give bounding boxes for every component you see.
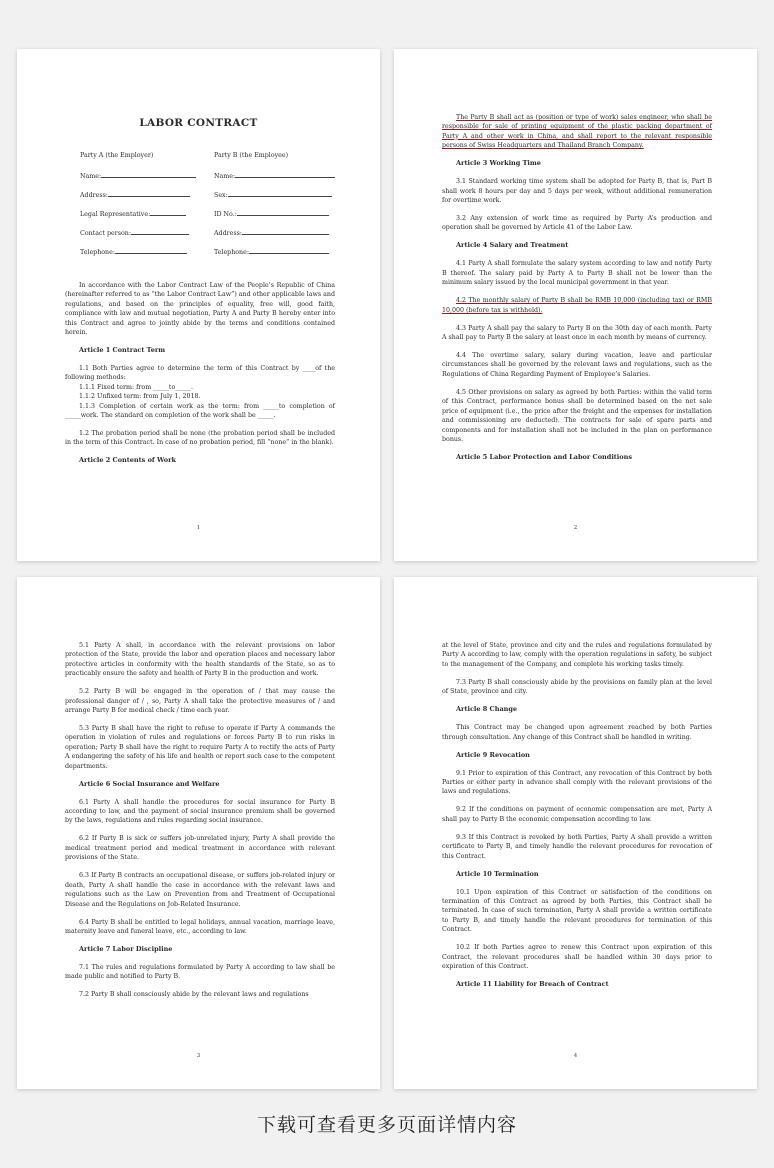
- clause-10-1: 10.1 Upon expiration of this Contract or satisfaction of the conditions on termination of this Contract as agreed by both Parties, this Contract shall be terminated. In case of such termination, Party A shall provide a written certificate to Party B, and timely handle the relevant procedures for termination of this Contract.: [442, 888, 712, 934]
- party-b-name-field[interactable]: [214, 170, 335, 181]
- clause-3-2: 3.2 Any extension of work time as required by Party A’s production and operation shall be governed by Article 41 of the Labor Law.: [442, 215, 712, 232]
- field-label: Address:: [80, 192, 108, 199]
- page-number: 4: [573, 1053, 578, 1059]
- article-9-heading: Article 9 Revocation: [456, 750, 530, 759]
- clause-1-2: 1.2 The probation period shall be none (the probation period shall be included in the term of this Contract. In case of no probation period, fill “none” in the blank).: [65, 430, 335, 447]
- clause-7-2: 7.2 Party B shall consciously abide by the relevant laws and regulations: [79, 991, 309, 999]
- page-1-body: [65, 281, 335, 474]
- party-b-id-field[interactable]: [214, 208, 329, 219]
- page-number: 1: [196, 525, 201, 531]
- party-a-name-field[interactable]: [80, 170, 196, 181]
- clause-4-4: 4.4 The overtime salary, salary during vacation, leave and particular circumstances shall be governed by the relevant laws and regulations, such as the Regulations of China Regarding Payment of Employee’s Salaries.: [442, 352, 712, 378]
- clause-6-2: 6.2 If Party B is sick or suffers job-unrelated injury, Party A shall provide the medical treatment period and medical treatment in accordance with relevant provisions of the State.: [65, 835, 335, 862]
- clause-4-5: 4.5 Other provisions on salary as agreed by both Parties: within the valid term of this Contract, performance bonus shall be determined based on the net sale price of equipment (i.e., the price after the freight and the expenses for installation and commissioning are deducted). The contracts for sale of spare parts and components and for installation shall not be included in the plan on performance bonus.: [442, 388, 712, 443]
- party-b-sex-field[interactable]: [214, 189, 332, 200]
- clause-5-1: 5.1 Party A shall, in accordance with the relevant provisions on labor protection of the State, provide the labor and operation places and necessary labor protective articles in conformity with the health standards of the State, so as to practicably ensure the safety and health of Party B in the production and work.: [65, 642, 335, 678]
- clause-6-4: 6.4 Party B shall be entitled to legal holidays, annual vacation, marriage leave, maternity leave and funeral leave, etc., according to law.: [65, 918, 335, 935]
- article-8-heading: Article 8 Change: [456, 705, 518, 714]
- article-11-heading: Article 11 Liability for Breach of Contract: [456, 980, 609, 989]
- party-b-heading: Party B (the Employee): [214, 152, 289, 159]
- field-label: Legal Representative:: [80, 211, 151, 218]
- document-page-2: [394, 49, 757, 561]
- article-3-heading: Article 3 Working Time: [456, 159, 541, 168]
- clause-4-3: 4.3 Party A shall pay the salary to Party B on the 30th day of each month. Party A shall pay to Party B the salary at least once in each month by means of currency.: [442, 324, 712, 342]
- clause-9-2: 9.2 If the conditions on payment of economic compensation are met, Party A shall pay to Party B the economic compensation according to law.: [442, 806, 712, 823]
- clause-10-2: 10.2 If both Parties agree to renew this Contract upon expiration of this Contract, the relevant procedures shall be handled within 30 days prior to expiration of this Contract.: [442, 944, 712, 971]
- clause-8: This Contract may be changed upon agreement reached by both Parties through consultation. Any change of this Contract shall be handled in writing.: [442, 724, 712, 741]
- page-2-body: [442, 113, 712, 471]
- contract-title: LABOR CONTRACT: [139, 117, 258, 129]
- clause-4-1: 4.1 Party A shall formulate the salary system according to law and notify Party B thereof. The salary paid by Party A to Party B shall not be lower than the minimum salary issued by the local municipal government in that year.: [442, 260, 712, 287]
- field-label: Telephone:: [80, 249, 115, 256]
- clause-7-1: 7.1 The rules and regulations formulated by Party A according to law shall be made public and notified to Party B.: [65, 963, 335, 981]
- clause-1-1: 1.1 Both Parties agree to determine the term of this Contract by ____of the following methods:: [65, 365, 335, 382]
- clause-7-3: 7.3 Party B shall consciously abide by the provisions on family plan at the level of State, province and city.: [442, 678, 712, 696]
- clause-1-1-1: 1.1.1 Fixed term: from _____to_____.: [79, 383, 193, 391]
- article-10-heading: Article 10 Termination: [456, 869, 539, 878]
- clause-1-1-2: 1.1.2 Unfixed term: from July 1, 2018.: [79, 393, 201, 401]
- article-6-heading: Article 6 Social Insurance and Welfare: [79, 779, 220, 788]
- party-a-heading: Party A (the Employer): [80, 152, 154, 159]
- party-a-address-field[interactable]: [80, 189, 190, 200]
- clause-1-1-3: 1.1.3 Completion of certain work as the term: from _____to completion of _____work. The standard on completion of the work shall be _____.: [65, 402, 335, 420]
- field-label: Sex:: [214, 192, 228, 199]
- clause-4-2: 4.2 The monthly salary of Party B shall be RMB 10,000 (including tax) or RMB 10,000 (before tax is withheld).: [442, 297, 712, 314]
- party-b-telephone-field[interactable]: [214, 246, 329, 257]
- party-b-address-field[interactable]: [214, 227, 329, 238]
- document-page-1: [17, 49, 380, 561]
- field-label: Address:: [214, 230, 242, 237]
- article-1-heading: Article 1 Contract Term: [79, 346, 166, 355]
- article-7-heading: Article 7 Labor Discipline: [79, 944, 173, 953]
- clause-3-1: 3.1 Standard working time system shall be adopted for Party B, that is, Part B shall work 8 hours per day and 5 days per week, without additional remuneration for overtime work.: [442, 178, 712, 205]
- article-4-heading: Article 4 Salary and Treatment: [456, 241, 569, 250]
- clause-6-1: 6.1 Party A shall handle the procedures for social insurance for Party B according to law, and the payment of social insurance premium shall be governed by the laws, regulations and rules regarding social insurance.: [65, 798, 335, 825]
- download-more-caption[interactable]: 下载可查看更多页面详情内容: [256, 1114, 517, 1136]
- clause-5-2: 5.2 Party B will be engaged in the operation of / that may cause the professional danger of / , so, Party A shall take the protective measures of / and arrange Party B for medical check / time each year.: [65, 688, 335, 715]
- field-label: Telephone:: [214, 249, 249, 256]
- page-number: 3: [196, 1053, 201, 1059]
- clause-9-1: 9.1 Prior to expiration of this Contract, any revocation of this Contract by both Parties or either party in advance shall comply with the relevant provisions of the laws and regulations.: [442, 769, 712, 796]
- clause-7-2-continued: at the level of State, province and city and the rules and regulations formulated by Party A according to law, comply with the operation regulations in safety, be subject to the management of the Company, and complete his working tasks timely.: [442, 642, 712, 668]
- field-label: Name:: [214, 173, 236, 180]
- party-a-telephone-field[interactable]: [80, 246, 187, 257]
- article-5-heading: Article 5 Labor Protection and Labor Conditions: [456, 452, 632, 461]
- intro-paragraph: In accordance with the Labor Contract Law of the People’s Republic of China (hereinafter referred to as “the Labor Contract Law”) and other applicable laws and regulations, and based on the principles of equality, free will, good faith, compliance with law and mutual negotiation, Party A and Party B hereby enter into this Contract and agree to jointly abide by the terms and conditions contained herein.: [65, 282, 335, 337]
- document-page-3: [17, 577, 380, 1089]
- page-number: 2: [573, 525, 578, 531]
- field-label: ID No.:: [214, 211, 237, 218]
- clause-9-3: 9.3 If this Contract is revoked by both Parties, Party A shall provide a written certificate to Party B, and timely handle the relevant procedures for revocation of this Contract.: [442, 833, 712, 860]
- clause-2-1: The Party B shall act as (position or type of work) sales engineer, who shall be responsible for sale of printing equipment of the plastic packing department of Party A and other work in China, and shall report to the relevant responsible persons of Swiss Headquarters and Thailand Branch Company.: [442, 114, 712, 150]
- field-label: Name:: [80, 173, 102, 180]
- field-label: Contact person:: [80, 230, 131, 237]
- clause-5-3: 5.3 Party B shall have the right to refuse to operate if Party A commands the operation in violation of rules and regulations or forces Party B to run risks in operation; Party B shall have the right to require Party A to rectify the acts of Party A endangering the safety of his life and health or report such case to the competent departments.: [65, 725, 335, 770]
- party-a-contact-field[interactable]: [80, 227, 189, 238]
- party-a-legal-rep-field[interactable]: [80, 208, 186, 219]
- page-4-body: [442, 641, 712, 998]
- document-page-4: [394, 577, 757, 1089]
- page-3-body: [65, 641, 335, 1008]
- clause-6-3: 6.3 If Party B contracts an occupational disease, or suffers job-related injury or death, Party A shall handle the case in accordance with the relevant laws and regulations such as the Law on Prevention from and Treatment of Occupational Disease and the Regulations on Job-Related Insurance.: [65, 872, 335, 908]
- article-2-heading: Article 2 Contents of Work: [79, 456, 177, 465]
